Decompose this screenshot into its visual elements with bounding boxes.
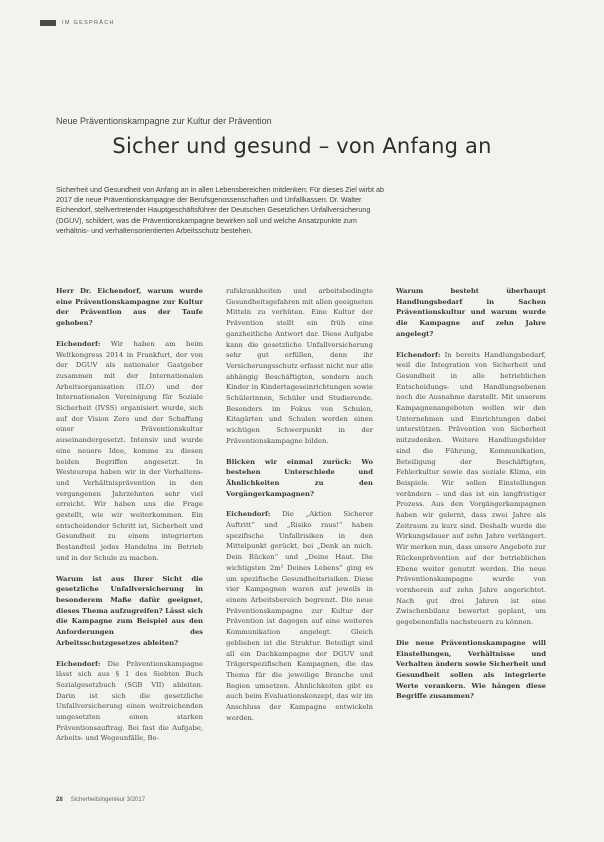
article-headline: Sicher und gesund – von Anfang an <box>112 134 492 158</box>
interview-answer <box>226 509 373 723</box>
answer-text: Die „Aktion Sicherer Auftritt“ und „Risiko raus!“ haben spezifische Unfallrisiken in den Mittelpunkt gerückt, bei „Denk an mich. Dein Rücken“ und „Deine Haut. Die wichtigsten 2m² Deines Lebens“ ging es um spezifische Gesundheitsrisiken. Diese vier Kampagnen waren auf jeweils in einem Arbeitsbereich begrenzt. Die neue Präventionskampagne zur Kultur der Prävention ist dagegen auf eine weiteres Kommunikation angelegt. Gleich geblieben ist die Struktur. Beteiligt sind all ein Dachkampagne der DGUV und Trägerspezifischen Kampagnen, die das Thema für die jeweilige Branche und Region umsetzen. Ähnlichkeiten gibt es auch beim Evaluationskonzept, das wir im Anschluss der Kampagne entwickeln werden. <box>226 510 373 722</box>
interview-question: Warum besteht überhaupt Handlungsbedarf in Sachen Präventionskultur und warum wurde die Kampagne auf zehn Jahre angelegt? <box>396 287 546 338</box>
text-column-3 <box>396 286 546 712</box>
interview-answer <box>56 339 203 564</box>
section-marker <box>40 20 56 26</box>
interview-question: Blicken wir einmal zurück: Wo bestehen Unterschiede und Ähnlichkeiten zu den Vorgängerkampagnen? <box>226 457 373 498</box>
speaker-label: Eichendorf: <box>396 350 441 359</box>
article-kicker: Neue Präventionskampagne zur Kultur der Prävention <box>56 116 272 126</box>
text-column-1 <box>56 286 203 754</box>
speaker-label: Eichendorf: <box>56 659 101 668</box>
answer-text: Die Präventionskampagne lässt sich aus § 1 des Siebten Buch Sozialgesetzbuch (SGB VII) ableiten. Darin ist sich die gesetzliche Unfallversicherung einen weitreichenden umgesetzten einen starken Präventionsauftrag. Bei fast die Aufgabe, Arbeits- und Wegeunfälle, Be- <box>56 659 203 743</box>
lead-paragraph: Sicherheit und Gesundheit von Anfang an in allen Lebensbereichen mitdenken: Für dieses Ziel wirbt ab 2017 die neue Präventionskampagne der Berufsgenossenschaften und Unfallkassen. Dr. Walter Eichendorf, stellvertretender Hauptgeschäftsführer der Deutschen Gesetzlichen Unfallversicherung (DGUV), schildert, was die Präventionskampagne bewirken soll und welche Ansatzpunkte zum verhältnis- und verhaltensorientierten Arbeitsschutz bestehen. <box>56 185 385 235</box>
interview-question: Warum ist aus Ihrer Sicht die gesetzliche Unfallversicherung in besonderem Maße dafür geeignet, dieses Thema aufzugreifen? Lässt sich die Kampagne zum Beispiel aus den Anforderungen des Arbeitsschutzgesetzes ableiten? <box>56 574 203 647</box>
answer-text: In bereits Handlungsbedarf, weil die Integration von Sicherheit und Gesundheit in alle betrieblichen Entscheidungs- und Handlungsebenen noch die Ausnahme darstellt. Mit unserem Kampagnenangeboten wollen wir den Unternehmen und Einrichtungen dabei unterstützen. Prävention von Sicherheit mitzudenken. Weitere Handlungsfelder sind die Führung, Kommunikation, Beteiligung der Beschäftigten, Fehlerkultur sowie das soziale Klima, ein Beispiele. Wir sollen Einstellungen verändern – und das ist ein langfristiger Prozess. Aus den Vorgängerkampagnen haben wir gelernt, dass zwei Jahre als Zeitraum zu kurz sind. Deshalb wurde die Wirkungsdauer auf zehn Jahre verlängert. Wir merken nun, dass unsere Angebote zur Rückenprävention auf der betrieblichen Ebene weiter genutzt werden. Die neue Präventionskampagne wurde von vornherein auf zehn Jahre angerichtet. Nach gut drei Jahren ist eine Zwischenbilanz bewertet geplant, um gegebenenfalls nachsteuern zu können. <box>396 350 546 627</box>
interview-question: Herr Dr. Eichendorf, warum wurde eine Präventionskampagne zur Kultur der Prävention aus der Taufe gehoben? <box>56 287 203 328</box>
interview-answer <box>396 350 546 628</box>
article-lead <box>56 185 386 236</box>
speaker-label: Eichendorf: <box>56 339 101 348</box>
text-column-2 <box>226 286 373 733</box>
interview-answer <box>56 659 203 745</box>
interview-question: Die neue Präventionskampagne will Einstellungen, Verhältnisse und Verhalten ändern sowie Sicherheit und Gesundheit sollen als integrierte Werte verankern. Wie hängen diese Begriffe zusammen? <box>396 638 546 701</box>
speaker-label: Eichendorf: <box>226 510 271 519</box>
section-tag <box>40 20 115 26</box>
answer-continuation: rufskrankheiten und arbeitsbedingte Gesundheitsgefahren mit allen geeigneten Mitteln zu verhüten. Eine Kultur der Prävention stellt ein früh eine ganzheitliche Antwort dar. Diese Aufgabe kann die gesetzliche Unfallversicherung sehr gut erfüllen, denn ihr Versicherungsschutz erfasst nicht nur alle abhängig Beschäftigten, sondern auch Kinder in Kindertageseinrichtungen sowie Schülerinnen, Schüler und Studierende. Besonders im Fokus von Schulen, Kitagärten und Schulen werden einen wichtigen Schwerpunkt in der Präventionskampagne bilden. <box>226 287 373 445</box>
publication-name: Sicherheitsingenieur 3/2017 <box>70 797 146 803</box>
page-number: 28 <box>56 797 63 803</box>
section-label: IM GESPRÄCH <box>62 20 115 26</box>
answer-text: Wir haben am beim Weltkongress 2014 in Frankfurt, der von der DGUV als nationaler Gastgeber zusammen mit der Internationalen Arbeitsorganisation (ILO) und der Internationalen Vereinigung für Soziale Sicherheit (IVSS) organisiert wurde, sich auf der Vision Zero und der Schaffung einer Präventionskultur auseinandergesetzt. Intensiv und wurde eine neuere Idee, komme zu diesen beiden Begriffen angesetzt. In Westeuropa haben wir in der Verhaltens- und Verhältnisprävention in den vergangenen Jahrzehnten sehr viel erreicht. Wir haben uns die Frage gestellt, wie wir weiterkommen. Ein entscheidender Schritt ist, Sicherheit und Gesundheit zu einem integrierten Bestandteil jedes Handelns im Betrieb und in der Schule zu machen. <box>56 339 203 562</box>
page-footer <box>56 797 145 803</box>
